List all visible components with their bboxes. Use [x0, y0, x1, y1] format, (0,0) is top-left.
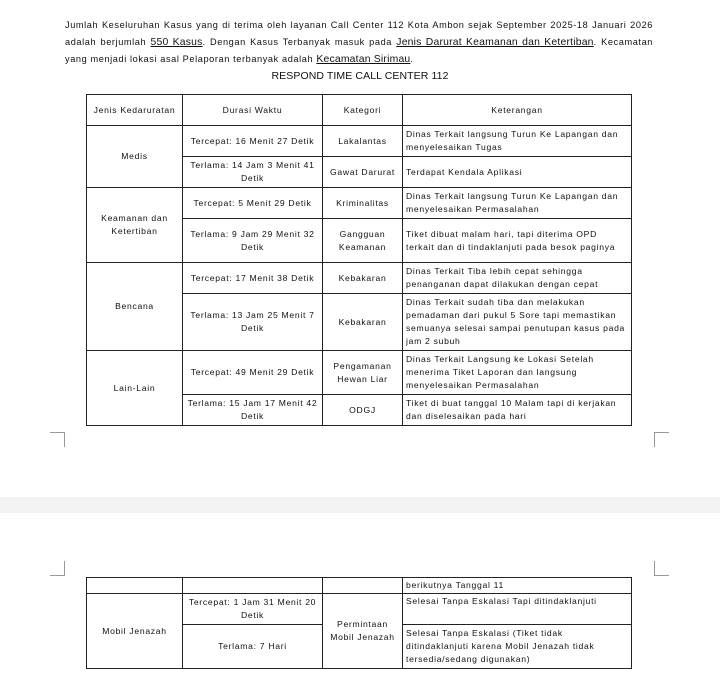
- empty-cell: [87, 578, 183, 594]
- kategori-cell: Lakalantas: [323, 126, 403, 157]
- durasi-cell: Tercepat: 17 Menit 38 Detik: [183, 263, 323, 294]
- table-row: [87, 188, 632, 219]
- kategori-cell: Pengamanan Hewan Liar: [323, 351, 403, 395]
- header-row: [87, 95, 632, 126]
- durasi-cell: Terlama: 15 Jam 17 Menit 42 Detik: [183, 395, 323, 426]
- keterangan-cell: Tiket di buat tanggal 10 Malam tapi di kerjakan dan diselesaikan pada hari: [403, 395, 632, 426]
- durasi-cell: Terlama: 7 Hari: [183, 625, 323, 669]
- kategori-cell: Gawat Darurat: [323, 157, 403, 188]
- page-corner-mark: [654, 561, 669, 576]
- durasi-cell: Tercepat: 5 Menit 29 Detik: [183, 188, 323, 219]
- intro-text-4: .: [410, 54, 414, 65]
- keterangan-cell: Dinas Terkait Tiba lebih cepat sehingga penanganan dapat dilakukan dengan cepat: [403, 263, 632, 294]
- keterangan-cell: Dinas Terkait langsung Turun Ke Lapangan dan menyelesaikan Permasalahan: [403, 188, 632, 219]
- keterangan-cell: Selesai Tanpa Eskalasi Tapi ditindaklanjuti: [403, 594, 632, 625]
- keterangan-cell: Dinas Terkait Langsung ke Lokasi Setelah menerima Tiket Laporan dan langsung menyelesaikan Permasalahan: [403, 351, 632, 395]
- kategori-cell: ODGJ: [323, 395, 403, 426]
- keterangan-cell: Selesai Tanpa Eskalasi (Tiket tidak ditindaklanjuti karena Mobil Jenazah tidak tersedia/sedang digunakan): [403, 625, 632, 669]
- durasi-cell: Terlama: 13 Jam 25 Menit 7 Detik: [183, 294, 323, 351]
- durasi-cell: Tercepat: 49 Menit 29 Detik: [183, 351, 323, 395]
- durasi-cell: Terlama: 14 Jam 3 Menit 41 Detik: [183, 157, 323, 188]
- kategori-cell: Gangguan Keamanan: [323, 219, 403, 263]
- jenis-cell: Medis: [87, 126, 183, 188]
- page-corner-mark: [654, 432, 669, 447]
- jenis-cell: Bencana: [87, 263, 183, 351]
- page-corner-mark: [50, 432, 65, 447]
- header-durasi: Durasi Waktu: [183, 95, 323, 126]
- table-row: [87, 263, 632, 294]
- respond-time-table-continued: [86, 577, 632, 669]
- page-corner-mark: [50, 561, 65, 576]
- kategori-cell: Kebakaran: [323, 294, 403, 351]
- empty-cell: [183, 578, 323, 594]
- intro-paragraph: [65, 17, 653, 68]
- intro-text-3: . Kecamatan yang menjadi lokasi asal Pelaporan terbanyak adalah: [65, 37, 653, 65]
- keterangan-continuation: berikutnya Tanggal 11: [403, 578, 632, 594]
- keterangan-cell: Terdapat Kendala Aplikasi: [403, 157, 632, 188]
- header-jenis: Jenis Kedaruratan: [87, 95, 183, 126]
- top-district: Kecamatan Sirimau: [316, 54, 411, 66]
- respond-time-table: [86, 94, 632, 426]
- intro-text-2: . Dengan Kasus Terbanyak masuk pada: [202, 37, 397, 48]
- header-kategori: Kategori: [323, 95, 403, 126]
- table-title: RESPOND TIME CALL CENTER 112: [271, 70, 449, 82]
- jenis-cell: Keamanan dan Ketertiban: [87, 188, 183, 263]
- document-page-2: [0, 513, 720, 694]
- kategori-cell: Kriminalitas: [323, 188, 403, 219]
- keterangan-cell: Dinas Terkait sudah tiba dan melakukan pemadaman dari pukul 5 Sore tapi memastikan semuanya selesai sampai penutupan kasus pada jam 2 subuh: [403, 294, 632, 351]
- jenis-cell: Lain-Lain: [87, 351, 183, 426]
- table-row: [87, 594, 632, 625]
- top-category: Jenis Darurat Keamanan dan Ketertiban: [396, 37, 594, 49]
- kategori-cell: Kebakaran: [323, 263, 403, 294]
- durasi-cell: Tercepat: 16 Menit 27 Detik: [183, 126, 323, 157]
- kategori-cell: Permintaan Mobil Jenazah: [323, 594, 403, 669]
- header-keterangan: Keterangan: [403, 95, 632, 126]
- keterangan-cell: Tiket dibuat malam hari, tapi diterima OPD terkait dan di tindaklanjuti pada besok paginya: [403, 219, 632, 263]
- table-row: [87, 126, 632, 157]
- durasi-cell: Tercepat: 1 Jam 31 Menit 20 Detik: [183, 594, 323, 625]
- table-row: [87, 351, 632, 395]
- table-row: [87, 578, 632, 594]
- jenis-cell: Mobil Jenazah: [87, 594, 183, 669]
- durasi-cell: Terlama: 9 Jam 29 Menit 32 Detik: [183, 219, 323, 263]
- keterangan-cell: Dinas Terkait langsung Turun Ke Lapangan dan menyelesaikan Tugas: [403, 126, 632, 157]
- total-cases: 550 Kasus: [150, 37, 203, 49]
- intro-text-1: Jumlah Keseluruhan Kasus yang di terima oleh layanan Call Center 112 Kota Ambon sejak September 2025-18 Januari 2026 adalah berjumlah: [65, 20, 653, 48]
- empty-cell: [323, 578, 403, 594]
